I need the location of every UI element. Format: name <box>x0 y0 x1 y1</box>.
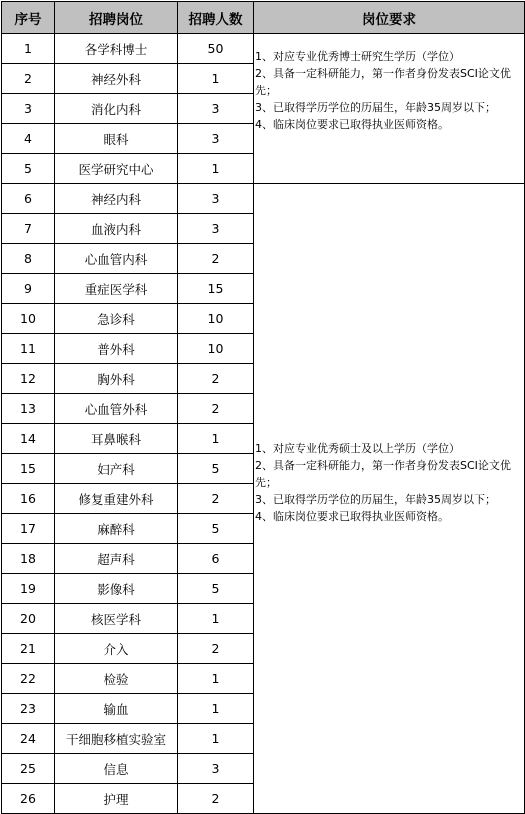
row-count: 3 <box>178 754 254 784</box>
row-position: 重症医学科 <box>55 274 178 304</box>
header-index: 序号 <box>2 2 55 34</box>
row-index: 10 <box>2 304 55 334</box>
row-position: 麻醉科 <box>55 514 178 544</box>
row-position: 急诊科 <box>55 304 178 334</box>
row-position: 护理 <box>55 784 178 814</box>
row-index: 17 <box>2 514 55 544</box>
row-count: 10 <box>178 334 254 364</box>
row-count: 1 <box>178 724 254 754</box>
table-row <box>2 184 525 214</box>
row-position: 各学科博士 <box>55 34 178 64</box>
row-position: 介入 <box>55 634 178 664</box>
requirements-text <box>254 184 524 525</box>
row-position: 影像科 <box>55 574 178 604</box>
row-index: 26 <box>2 784 55 814</box>
row-count: 1 <box>178 64 254 94</box>
row-index: 5 <box>2 154 55 184</box>
row-position: 胸外科 <box>55 364 178 394</box>
row-index: 16 <box>2 484 55 514</box>
row-count: 1 <box>178 664 254 694</box>
row-position: 眼科 <box>55 124 178 154</box>
row-position: 妇产科 <box>55 454 178 484</box>
row-count: 3 <box>178 184 254 214</box>
row-count: 6 <box>178 544 254 574</box>
row-count: 2 <box>178 784 254 814</box>
row-position: 心血管外科 <box>55 394 178 424</box>
header-position: 招聘岗位 <box>55 2 178 34</box>
row-index: 6 <box>2 184 55 214</box>
row-count: 2 <box>178 394 254 424</box>
row-position: 血液内科 <box>55 214 178 244</box>
row-index: 8 <box>2 244 55 274</box>
row-index: 4 <box>2 124 55 154</box>
requirement-line: 3、已取得学历学位的历届生，年龄35周岁以下； <box>255 493 496 506</box>
row-index: 20 <box>2 604 55 634</box>
table-row <box>2 34 525 64</box>
row-count: 3 <box>178 214 254 244</box>
row-position: 检验 <box>55 664 178 694</box>
requirement-line: 4、临床岗位要求已取得执业医师资格。 <box>255 118 449 131</box>
row-count: 5 <box>178 454 254 484</box>
row-index: 9 <box>2 274 55 304</box>
row-index: 15 <box>2 454 55 484</box>
requirement-line: 3、已取得学历学位的历届生，年龄35周岁以下； <box>255 101 496 114</box>
row-index: 18 <box>2 544 55 574</box>
row-index: 24 <box>2 724 55 754</box>
row-count: 5 <box>178 514 254 544</box>
row-count: 2 <box>178 484 254 514</box>
row-index: 21 <box>2 634 55 664</box>
recruitment-table <box>1 1 525 814</box>
row-index: 12 <box>2 364 55 394</box>
row-count: 1 <box>178 424 254 454</box>
row-position: 输血 <box>55 694 178 724</box>
row-position: 心血管内科 <box>55 244 178 274</box>
requirements-cell <box>254 184 525 814</box>
row-position: 超声科 <box>55 544 178 574</box>
row-count: 50 <box>178 34 254 64</box>
row-position: 耳鼻喉科 <box>55 424 178 454</box>
requirement-line: 4、临床岗位要求已取得执业医师资格。 <box>255 510 449 523</box>
row-index: 1 <box>2 34 55 64</box>
row-index: 19 <box>2 574 55 604</box>
header-count: 招聘人数 <box>178 2 254 34</box>
row-count: 1 <box>178 604 254 634</box>
row-index: 25 <box>2 754 55 784</box>
row-index: 7 <box>2 214 55 244</box>
requirement-line: 2、具备一定科研能力，第一作者身份发表SCI论文优先； <box>255 459 511 489</box>
row-index: 11 <box>2 334 55 364</box>
header-row <box>2 2 525 34</box>
requirement-line: 2、具备一定科研能力，第一作者身份发表SCI论文优先； <box>255 67 511 97</box>
requirements-text <box>254 34 524 133</box>
header-requirements: 岗位要求 <box>254 2 525 34</box>
row-position: 医学研究中心 <box>55 154 178 184</box>
requirement-line: 1、对应专业优秀硕士及以上学历（学位） <box>255 442 460 455</box>
row-position: 干细胞移植实验室 <box>55 724 178 754</box>
row-count: 2 <box>178 364 254 394</box>
row-index: 14 <box>2 424 55 454</box>
row-position: 神经外科 <box>55 64 178 94</box>
row-index: 2 <box>2 64 55 94</box>
row-count: 3 <box>178 94 254 124</box>
row-index: 22 <box>2 664 55 694</box>
row-position: 神经内科 <box>55 184 178 214</box>
row-count: 2 <box>178 244 254 274</box>
row-count: 3 <box>178 124 254 154</box>
row-count: 5 <box>178 574 254 604</box>
row-index: 3 <box>2 94 55 124</box>
row-position: 信息 <box>55 754 178 784</box>
row-count: 15 <box>178 274 254 304</box>
row-position: 修复重建外科 <box>55 484 178 514</box>
row-position: 消化内科 <box>55 94 178 124</box>
row-count: 1 <box>178 154 254 184</box>
row-index: 13 <box>2 394 55 424</box>
row-position: 普外科 <box>55 334 178 364</box>
row-position: 核医学科 <box>55 604 178 634</box>
row-count: 1 <box>178 694 254 724</box>
row-count: 2 <box>178 634 254 664</box>
requirement-line: 1、对应专业优秀博士研究生学历（学位） <box>255 50 460 63</box>
row-count: 10 <box>178 304 254 334</box>
requirements-cell <box>254 34 525 184</box>
row-index: 23 <box>2 694 55 724</box>
